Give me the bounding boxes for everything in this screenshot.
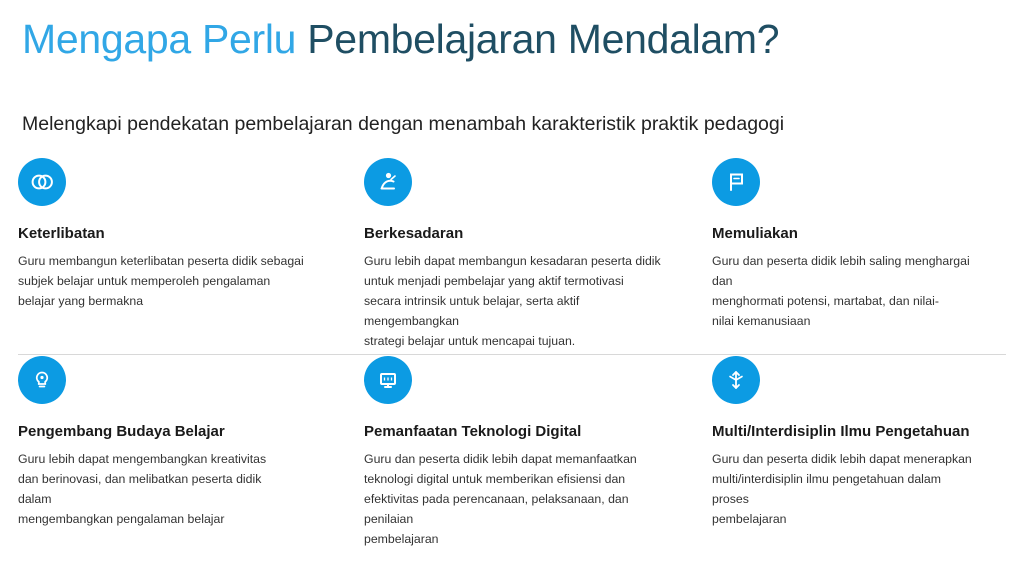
card-title: Pengembang Budaya Belajar — [18, 423, 225, 440]
card-body-line: efektivitas pada perencanaan, pelaksanaan, dan — [364, 491, 629, 506]
page-title-accent: Mengapa Perlu — [22, 16, 308, 62]
card-body-line: secara intrinsik untuk belajar, serta aktif — [364, 293, 580, 308]
card-body-line: untuk menjadi pembelajar yang aktif termotivasi — [364, 273, 624, 288]
card-body-line: strategi belajar untuk mencapai tujuan. — [364, 333, 576, 348]
presentation-board-icon — [712, 158, 760, 206]
four-way-arrows-icon — [712, 356, 760, 404]
card-body-line: Guru lebih dapat mengembangkan kreativitas — [18, 452, 267, 466]
card-body-line: Guru dan peserta didik lebih dapat memanfaatkan — [364, 452, 637, 466]
page-title-dark: Pembelajaran Mendalam? — [307, 16, 780, 62]
card-body-line: teknologi digital untuk memberikan efisiensi dan — [364, 471, 626, 486]
card-body-line: belajar yang bermakna — [18, 293, 144, 308]
card-body-line: mengembangkan pengalaman belajar — [18, 511, 225, 526]
card-body-line: penilaian — [364, 511, 414, 526]
card-body-line: Guru lebih dapat membangun kesadaran peserta didik — [364, 254, 661, 268]
card-title: Memuliakan — [712, 225, 798, 242]
card-body-line: Guru dan peserta didik lebih dapat menerapkan — [712, 452, 972, 466]
card-body — [712, 252, 1008, 332]
card-title: Keterlibatan — [18, 225, 105, 242]
card-body-line: subjek belajar untuk memperoleh pengalaman — [18, 273, 271, 288]
card-body-line: multi/interdisiplin ilmu pengetahuan dalam — [712, 471, 941, 486]
cards-row-bottom — [0, 356, 1024, 556]
card-title: Multi/Interdisiplin Ilmu Pengetahuan — [712, 423, 970, 440]
card-body-line: dalam — [18, 491, 52, 506]
card-body — [712, 450, 1008, 530]
page-subtitle: Melengkapi pendekatan pembelajaran dengan menambah karakteristik praktik pedagogi — [22, 113, 785, 135]
cards-grid — [0, 158, 1024, 556]
card-title: Pemanfaatan Teknologi Digital — [364, 423, 582, 440]
row-divider — [18, 354, 1006, 355]
card-multi-interdisiplin — [0, 356, 1024, 556]
card-body-line: proses — [712, 491, 749, 506]
card-body-line: pembelajaran — [712, 511, 787, 526]
card-body-line: mengembangkan — [364, 313, 460, 328]
card-title: Berkesadaran — [364, 225, 464, 242]
card-body-line: nilai kemanusiaan — [712, 313, 811, 328]
card-body-line: menghormati potensi, martabat, dan nilai- — [712, 293, 939, 308]
card-body-line: dan berinovasi, dan melibatkan peserta didik — [18, 471, 262, 486]
card-body-line: dan — [712, 273, 733, 288]
card-body-line: Guru membangun keterlibatan peserta didik sebagai — [18, 254, 304, 268]
card-body-line: pembelajaran — [364, 531, 439, 546]
cards-row-top — [0, 158, 1024, 356]
card-memuliakan — [0, 158, 1024, 356]
card-body-line: Guru dan peserta didik lebih saling menghargai — [712, 254, 970, 268]
page-title — [22, 16, 779, 63]
